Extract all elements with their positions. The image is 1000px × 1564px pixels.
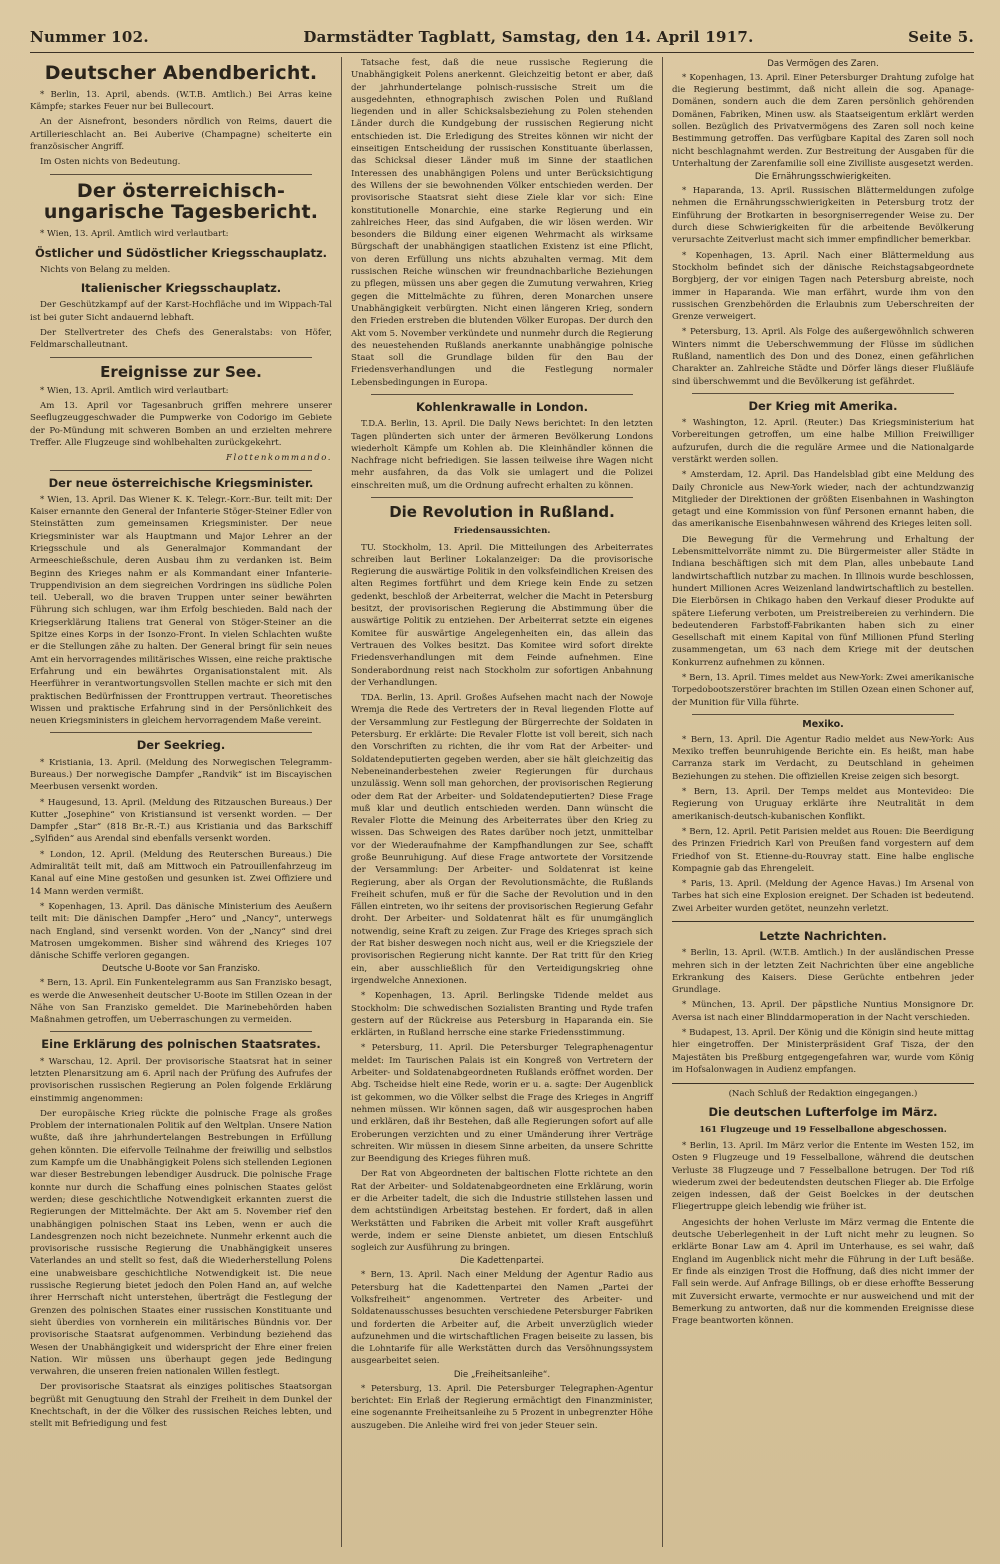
- headline-kohlenkrawalle: Kohlenkrawalle in London.: [415, 400, 589, 415]
- subhead-italienischer: Italienischer Kriegsschauplatz.: [80, 281, 282, 296]
- subhead-friedensaussichten: Friedensaussichten.: [453, 526, 551, 537]
- divider: [50, 174, 312, 175]
- article-paragraph: * Kopenhagen, 13. April. Das dänische Ministerium des Aeußern teilt mit: Die dänischen Dampfer „Hero“ und „Nancy“, unterwegs nach England, sind versenkt worden. Von der „Nancy“ sind drei Matrosen umgekommen. Bisher sind während des Krieges 107 dänische Schiffe verloren gegangen.: [30, 901, 332, 962]
- article-paragraph: Der Stellvertreter des Chefs des Generalstabs: von Höfer, Feldmarschalleutnant.: [30, 327, 332, 351]
- article-paragraph: Angesichts der hohen Verluste im März vermag die Entente die deutsche Ueberlegenheit in der Luft nicht mehr zu leugnen. So erklärte Bonar Law am 4. April im Unterhause, es sei wahr, daß England im Augenblick nicht mehr die Führung in der Luft besäße. Er finde als einzigen Trost die Hoffnung, daß dies nicht immer der Fall sein werde. Auf Anfrage Billings, ob er diese erhoffte Besserung mit Zuversicht erwarte, vermochte er nur ausweichend und mit der Bemerkung zu antworten, daß nur die kommenden Ereignisse diese Frage beantworten können.: [672, 1217, 974, 1327]
- article-paragraph: * Petersburg, 11. April. Die Petersburger Telegraphenagentur meldet: Im Taurischen Palais ist ein Kongreß von Vertretern der Arbeiter- und Soldatenabgeordneten Rußlands eröffnet worden. Der Abg. Tscheidse hielt eine Rede, worin er u. a. sagte: Der Augenblick ist gekommen, wo die Völker selbst die Frage des Krieges in Angriff nehmen müssen. Wir können sagen, daß wir ausgesprochen haben und erklären, daß ihr Bestehen, daß alle Regierungen sofort auf alle Eroberungen verzichten und zu einer Umänderung ihrer Verträge schreiten. Wir müssen in diesem Sinne arbeiten, da unsere Schritte zur Beendigung des Krieges führen muß.: [351, 1043, 653, 1165]
- article-paragraph: Der europäische Krieg rückte die polnische Frage als großes Problem der internationalen Politik auf den Weltplan. Unsere Nation wußte, daß ihre jahrhundertelangen Bestrebungen in Erfüllung gehen könnten. Die eifervolle Teilnahme der freiwillig und selbstlos zum Kampfe um die Unabhängigkeit Polens sich stellenden Legionen war dieser Bestrebungen lebendiger Ausdruck. Die polnische Frage konnte nur durch die Schaffung eines polnischen Staates gelöst werden; diese geschichtliche Notwendigkeit erkannten zuerst die Regierungen der Mittelmächte. Der Akt am 5. November rief den unabhängigen polnischen Staat ins Leben, wenn er auch die Landesgrenzen noch nicht bezeichnete. Nunmehr erkennt auch die provisorische russische Regierung die Unabhängigkeit unseres Vaterlandes an und stellt so fest, daß die Wiederherstellung Polens eine unabweisbare geschichtliche Notwendigkeit ist. Die neue russische Regierung bietet jedoch den Polen Hand an, auf welche ihrer Herrschaft nicht unterstehen, überträgt die Festlegung der Grenzen des polnischen Staates einer russischen Konstituante und sieht überdies von vornherein ein militärisches Bündnis vor. Der provisorische Staatsrat aufgenommen. Verbindung beziehend das Wesen der Unabhängigkeit und widerspricht der Ehre einer freien Nation. Wir müssen uns überhaupt gegen jede Bedingung verwahren, die unseren freien nationalen Willen festlegt.: [30, 1108, 332, 1378]
- letzte-nachrichten-box: [672, 921, 974, 1084]
- divider: [371, 394, 633, 395]
- article-paragraph: * Petersburg, 13. April. Als Folge des außergewöhnlich schweren Winters nimmt die Ueberschwemmung der Flüsse im südlichen Rußland, namentlich des Don und des Donez, einen gefährlichen Charakter an. Zahlreiche Städte und Dörfer längs dieser Flußläufe sind überschwemmt und die Bevölkerung ist gefährdet.: [672, 327, 974, 387]
- divider: [692, 393, 954, 394]
- divider: [50, 470, 312, 471]
- article-paragraph: * Berlin, 13. April. Im März verlor die Entente im Westen 152, im Osten 9 Flugzeuge und 19 Fesselballone, während die deutschen Verluste 38 Flugzeuge und 7 Fesselballone betrugen. Der Tod riß wiederum zwei der bedeutendsten deutschen Flieger ab. Die Erfolge zeigen indessen, daß der Geist Boelckes in der deutschen Fliegertruppe gleich lebendig wie früher ist.: [672, 1141, 974, 1213]
- article-paragraph: * Amsterdam, 12. April. Das Handelsblad gibt eine Meldung des Daily Chronicle aus New-York wieder, nach der achtundzwanzig Mitglieder der Direktionen der größten Eisenbahnen in Washington getagt und eine Kommission von fünf Personen ernannt haben, die das amerikanische Eisenbahnwesen während des Krieges leiten soll.: [672, 470, 974, 530]
- article-paragraph: * Budapest, 13. April. Der König und die Königin sind heute mittag hier eingetroffen. Der Ministerpräsident Graf Tisza, der den Majestäten bis Preßburg entgegengefahren war, wurde vom König im Hofsalonwagen in Audienz empfangen.: [672, 1028, 974, 1075]
- article-paragraph: An der Aisnefront, besonders nördlich von Reims, dauert die Artillerieschlacht an. Bei Auberive (Champagne) scheiterte ein französischer Angriff.: [30, 117, 332, 153]
- article-paragraph: Tatsache fest, daß die neue russische Regierung die Unabhängigkeit Polens anerkennt. Gleichzeitig betont er aber, daß der jahrhundertelange polnisch-russische Streit um die ausgedehnten, ethnographisch zwischen Polen und Rußland liegenden und in aller Schicksalsbeziehung zu Polen stehenden Länder durch die Kundgebung der russischen Regierung nicht entschieden ist. Die Erledigung des Streites können wir nicht der einseitigen Entscheidung der russischen Konstituante überlassen, das Schicksal dieser Länder muß im Sinne der staatlichen Interessen des unabhängigen Polens und unter Berücksichtigung des Willens der sie bewohnenden Völker entschieden werden. Der provisorische Staatsrat sieht diese Ziele klar vor sich: Eine konstitutionelle Monarchie, eine starke Regierung und ein zahlreiches Heer, das sind Aufgaben, die wir lösen werden. Wir besonders die Bildung einer eigenen Wehrmacht als wirksame Bürgschaft der unabhängigen staatlichen Existenz ist eine Pflicht, von deren Erfüllung uns nichts abzuhalten vermag. Mit dem russischen Reiche wünschen wir freundnachbarliche Beziehungen zu pflegen, müssen uns aber gegen die Zumutung verwahren, Krieg gegen die Mittelmächte zu führen, deren Monarchen unsere Unabhängigkeit verbürgten. Nicht einen längeren Krieg, sondern den Frieden erstreben die blutenden Völker Europas. Der durch den Akt vom 5. November verkündete und nunmehr durch die Regierung des neuestehenden Rußlands anerkannte unabhängige polnische Staat soll die Grundlage bilden für den Bau der Friedensverhandlungen und die Festlegung normaler Lebensbedingungen in Europa.: [351, 58, 653, 388]
- article-paragraph: * Haparanda, 13. April. Russischen Blättermeldungen zufolge nehmen die Ernährungsschwierigkeiten in Petersburg trotz der Einführung der Brotkarten in besorgniserregender Weise zu. Der durch diese Schwierigkeiten für die arbeitende Bevölkerung verursachte Zeitverlust macht sich immer empfindlicher bemerkbar.: [672, 186, 974, 246]
- article-paragraph: Nichts von Belang zu melden.: [40, 264, 171, 275]
- headline-abendbericht: Deutscher Abendbericht.: [44, 62, 318, 84]
- article-paragraph: * Berlin, 13. April. (W.T.B. Amtlich.) In der ausländischen Presse mehren sich in der letzten Zeit Nachrichten über eine angebliche Erkrankung des Kaisers. Diese Gerüchte entbehren jeder Grundlage.: [672, 948, 974, 996]
- subhead-u-boote: Deutsche U-Boote vor San Franzisko.: [101, 964, 261, 975]
- article-paragraph: Der Geschützkampf auf der Karst-Hochfläche und im Wippach-Tal ist bei guter Sicht andauernd lebhaft.: [30, 300, 332, 323]
- newspaper-title-date: Darmstädter Tagblatt, Samstag, den 14. April 1917.: [303, 28, 754, 46]
- article-paragraph: * Bern, 13. April. Times meldet aus New-York: Zwei amerikanische Torpedobootszerstörer brachten im Stillen Ozean einen Schoner auf, der Munition für Villa führte.: [672, 673, 974, 708]
- subhead-ernaehrung: Die Ernährungsschwierigkeiten.: [754, 172, 892, 183]
- column-2: [341, 57, 662, 1547]
- divider: [50, 1031, 312, 1032]
- subhead-freiheitsanleihe: Die „Freiheitsanleihe“.: [453, 1369, 551, 1380]
- signature: Flottenkommando.: [225, 453, 332, 464]
- article-paragraph: Der Rat von Abgeordneten der baltischen Flotte richtete an den Rat der Arbeiter- und Soldatenabgeordneten eine Erklärung, worin er die Arbeiter tadelt, die sich die Industrie stillstehen lassen und dem achtstündigen Arbeitstag bestehen. Er fordert, daß in allen Werkstätten und Fabriken die Arbeit mit voller Kraft ausgeführt werde, indem er seine Dienste anbietet, um diesen Entschluß sogleich zur Ausführung zu bringen.: [351, 1169, 653, 1254]
- headline-ereignisse-see: Ereignisse zur See.: [100, 362, 262, 381]
- article-paragraph: * London, 12. April. (Meldung des Reuterschen Bureaus.) Die Admiralität teilt mit, daß am Mittwoch ein Patrouillenfahrzeug im Kanal auf eine Mine gestoßen und gesunken ist. Zwei Offiziere und 14 Mann werden vermißt.: [30, 849, 332, 897]
- article-paragraph: * Bern, 13. April. Der Temps meldet aus Montevideo: Die Regierung von Uruguay erklärte ihre Neutralität in dem amerikanisch-deutsch-kubanischen Konflikt.: [672, 787, 974, 822]
- headline-letzte-nachrichten: Letzte Nachrichten.: [759, 929, 887, 943]
- article-paragraph: * Bern, 13. April. Ein Funkentelegramm aus San Franzisko besagt, es werde die Anwesenheit deutscher U-Boote im Stillen Ozean in der Nähe von San Franzisko gemeldet. Die Marinebehörden haben Maßnahmen getroffen, um Ueberraschungen zu vermeiden.: [30, 978, 332, 1026]
- article-paragraph: * Haugesund, 13. April. (Meldung des Ritzauschen Bureaus.) Der Kutter „Josephine“ von Kristiansund ist versenkt worden. — Der Dampfer „Star“ (818 Br.-R.-T.) aus Kristiania und das Barkschiff „Sylfiden“ aus Arendal sind ebenfalls versenkt worden.: [30, 797, 332, 845]
- column-3: [662, 57, 974, 1547]
- subhead-ostlicher: Östlicher und Südöstlicher Kriegsschauplatz.: [34, 245, 328, 260]
- page-number: Seite 5.: [908, 28, 974, 46]
- headline-tagesbericht: Der österreichisch-ungarische Tagesbericht.: [43, 179, 319, 224]
- subhead-vermoegen-zaren: Das Vermögen des Zaren.: [767, 59, 879, 69]
- subhead-kadettenpartei: Die Kadettenpartei.: [459, 1256, 545, 1267]
- headline-staatsrat: Eine Erklärung des polnischen Staatsrates.: [41, 1037, 321, 1052]
- issue-number: Nummer 102.: [30, 28, 149, 46]
- article-paragraph: * Bern, 12. April. Petit Parisien meldet aus Rouen: Die Beerdigung des Prinzen Friedrich Karl von Preußen fand vorgestern auf dem Friedhof von St. Etienne-du-Rouvray statt. Eine halbe englische Kompagnie gab das Ehrengeleit.: [672, 826, 974, 874]
- masthead: [30, 28, 974, 53]
- headline-krieg-amerika: Der Krieg mit Amerika.: [748, 398, 898, 413]
- article-paragraph: * Wien, 13. April. Amtlich wird verlautbart:: [40, 385, 229, 396]
- article-paragraph: * Petersburg, 13. April. Die Petersburger Telegraphen-Agentur berichtet: Ein Erlaß der Regierung ermächtigt den Finanzminister, eine sogenannte Freiheitsanleihe zu 5 Prozent in unbegrenzter Höhe auszugeben. Die Anleihe wird frei von jeder Steuer sein.: [351, 1383, 653, 1431]
- article-paragraph: * Bern, 13. April. Die Agentur Radio meldet aus New-York: Aus Mexiko treffen beunruhigende Berichte ein. Es heißt, man habe Carranza stark im Verdacht, zu Deutschland in geheimen Beziehungen zu stehen. Die offiziellen Kreise zeigen sich besorgt.: [672, 734, 974, 782]
- article-paragraph: TDA. Berlin, 13. April. Großes Aufsehen macht nach der Nowoje Wremja die Rede des Vertreters der in Reval liegenden Flotte auf der Versammlung zur Festlegung der Bürgerrechte der Soldaten in Petersburg. Er erklärte: Die Revaler Flotte ist voll bereit, sich nach den Vorschriften zu richten, die ihr vom Rat der Arbeiter- und Soldatendeputierten gegeben werden, aber sie hält gleichzeitig das Nebeneinanderbestehen zweier Regierungen für durchaus unzulässig. Wenn soll man gehorchen, der provisorischen Regierung oder dem Rat der Arbeiter- und Soldatendeputierten? Diese Frage muß klar und deutlich entschieden werden. Dann wünscht die Revaler Flotte die Meinung des Arbeiterrates über den Krieg zu wissen. Das Schweigen des Rates darüber noch jetzt, unmittelbar vor der Wiederaufnahme der Kampfhandlungen zur See, schafft große Beunruhigung. Auf diese Frage antwortete der Vorsitzende der Versammlung: Der Arbeiter- und Soldatenrat ist keine Regierung, aber als Organ der Revolutionsmächte, die Rußlands Freiheit schufen, muß er für die Sache der Revolution und in den Fällen eintreten, wo ihr seitens der provisorischen Regierung Gefahr droht. Der Arbeiter- und Soldatenrat hält es für unumgänglich notwendig, seine Kraft zu zeigen. Zur Frage des Krieges sprach sich der Rat bisher deswegen noch nicht aus, weil er die Kriegsziele der provisorischen Regierung nicht kannte. Der Rat tritt für den Krieg ein, aber ausschließlich für den Verteidigungskrieg ohne irgendwelche Annexionen.: [351, 693, 653, 986]
- column-1: [30, 57, 341, 1547]
- headline-seekrieg: Der Seekrieg.: [136, 738, 226, 753]
- article-paragraph: Der provisorische Staatsrat als einziges politisches Staatsorgan begrüßt mit Genugtuung den Strahl der Freiheit in dem Dunkel der Knechtschaft, in der die Völker des russischen Reiches lebten, und stellt mit Befriedigung und fest: [30, 1382, 332, 1430]
- divider: [371, 497, 633, 498]
- article-paragraph: * Kopenhagen, 13. April. Berlingske Tidende meldet aus Stockholm: Die schwedischen Sozialisten Branting und Ryde trafen gestern auf der Rückreise aus Petersburg in Haparanda ein. Sie erklärten, in Rußland herrsche eine starke Friedensstimmung.: [351, 991, 653, 1039]
- article-paragraph: * München, 13. April. Der päpstliche Nuntius Monsignore Dr. Aversa ist nach einer Blinddarmoperation in der Nacht verschieden.: [672, 1000, 974, 1023]
- article-paragraph: * Warschau, 12. April. Der provisorische Staatsrat hat in seiner letzten Plenarsitzung am 6. April nach der Prüfung des Aufrufes der provisorischen russischen Regierung an Polen folgende Erklärung einstimmig angenommen:: [30, 1056, 332, 1104]
- subhead-flugzeuge: 161 Flugzeuge und 19 Fesselballone abgeschossen.: [699, 1124, 947, 1135]
- headline-lufterfolge: Die deutschen Lufterfolge im März.: [708, 1105, 938, 1120]
- article-paragraph: TU. Stockholm, 13. April. Die Mitteilungen des Arbeiterrates schreiben laut Berliner Lokalanzeiger: Da die provisorische Regierung die auswärtige Politik in den volksfeindlichen Kreisen des alten Regimes fortführt und dem Kriege kein Ende zu setzen gedenkt, beschloß der Arbeiterrat, welcher die Macht in Petersburg besitzt, der provisorischen Regierung die Abstimmung über die auswärtige Politik zu entziehen. Der Arbeiterrat setzte ein eigenes Komitee für auswärtige Angelegenheiten ein, das allein das Vertrauen des Volkes besitzt. Das Komitee wird sofort direkte Friedensverhandlungen mit dem Feinde aufnehmen. Eine Sonderabordnung reist nach Stockholm zur sofortigen Anbahnung der Verhandlungen.: [351, 542, 653, 688]
- divider: [692, 714, 954, 715]
- article-paragraph: Im Osten nichts von Bedeutung.: [40, 157, 181, 168]
- article-paragraph: * Washington, 12. April. (Reuter.) Das Kriegsministerium hat Vorbereitungen getroffen, um eine halbe Million Freiwilliger aufzurufen, durch die die reguläre Armee und die Nationalgarde verstärkt werden sollen.: [672, 418, 974, 465]
- headline-kriegsminister: Der neue österreichische Kriegsminister.: [48, 475, 314, 490]
- article-paragraph: * Wien, 13. April. Das Wiener K. K. Telegr.-Korr.-Bur. teilt mit: Der Kaiser ernannte den General der Infanterie Stöger-Steiner Edler von Steinstätten zum gemeinsamen Kriegsminister. Der neue Kriegsminister war als Hauptmann und Major Lehrer an der Kriegsschule und als Generalmajor Kommandant der Armeeschießschule, deren Ausbau ihm zu verdanken ist. Beim Beginn des Krieges nahm er als Kommandant einer Infanterie-Truppendivision an dem siegreichen Vordringen ins südliche Polen teil. Ueberall, wo die braven Truppen unter seiner bewährten Führung sich schlugen, war ihm Erfolg beschieden. Bald nach der Kriegserklärung Italiens trat General von Stöger-Steiner an die Spitze eines Korps in der Isonzo-Front. In vielen Schlachten wußte er die Stellungen zähe zu halten. Der General bringt für sein neues Amt ein hervorragendes militärisches Wissen, eine reiche praktische Erfahrung und ein bewährtes Organisationstalent mit. Als Heerführer in verantwortungsvollen Stellen machte er sich mit den praktischen Bedürfnissen der Fronttruppen vertraut. Theoretisches Wissen und praktische Erfahrung sind in der Persönlichkeit des neuen Kriegsministers in gleichem hervorragendem Maße vereint.: [30, 494, 332, 727]
- headline-revolution: Die Revolution in Rußland.: [389, 503, 615, 522]
- article-paragraph: * Kristiania, 13. April. (Meldung des Norwegischen Telegramm-Bureaus.) Der norwegische Dampfer „Randvik“ ist im Biscayischen Meerbusen versenkt worden.: [30, 757, 332, 793]
- article-paragraph: T.D.A. Berlin, 13. April. Die Daily News berichtet: In den letzten Tagen plünderten sich unter der ärmeren Bevölkerung Londons wiederholt Kämpfe um Kohlen ab. Die Kleinhändler können die Nachfrage nicht befriedigen. Sie lassen teilweise ihre Wagen nicht mehr ausfahren, da das Volk sie umlagert und die Polizei einschreiten muß, um die Ordnung aufrecht erhalten zu können.: [351, 419, 653, 491]
- late-news-note: (Nach Schluß der Redaktion eingegangen.): [728, 1089, 918, 1100]
- article-paragraph: * Bern, 13. April. Nach einer Meldung der Agentur Radio aus Petersburg hat die Kadettenpartei den Namen „Partei der Volksfreiheit“ angenommen. Vertreter des Arbeiter- und Soldatenausschusses besuchten verschiedene Petersburger Fabriken und forderten die Arbeiter auf, die Arbeit unverzüglich wieder aufzunehmen und die wirtschaftlichen Fragen beiseite zu lassen, bis die Lohntarife für alle Werkstätten durch das Versöhnungssystem ausgearbeitet seien.: [351, 1270, 653, 1367]
- divider: [50, 732, 312, 733]
- article-paragraph: * Wien, 13. April. Amtlich wird verlautbart:: [40, 229, 229, 240]
- article-paragraph: Die Bewegung für die Vermehrung und Erhaltung der Lebensmittelvorräte nimmt zu. Die Bürgermeister aller Städte in Indiana beschäftigen sich mit dem Plan, alles unbebaute Land landwirtschaftlich nutzbar zu machen. In Illinois wurde beschlossen, hundert Millionen Acres Weizenland landwirtschaftlich zu bestellen. Die Eierbörsen in Chikago haben den Verkauf dieser Produkte auf spätere Lieferung verboten, um Preistreibereien zu verhindern. Die bedeutenderen Farbstoff-Fabrikanten haben sich zu einer Gesellschaft mit einem Kapital von fünf Millionen Pfund Sterling zusammengetan, um 63 nach dem Kriege mit der deutschen Konkurrenz aufnehmen zu können.: [672, 534, 974, 668]
- article-paragraph: Am 13. April vor Tagesanbruch griffen mehrere unserer Seeflugzeuggeschwader die Pumpwerke von Codorigo im Gebiete der Po-Mündung mit schweren Bomben an und erzielten mehrere Treffer. Alle Flugzeuge sind wohlbehalten zurückgekehrt.: [30, 401, 332, 448]
- article-paragraph: * Kopenhagen, 13. April. Einer Petersburger Drahtung zufolge hat die Regierung bestimmt, daß nicht allein die sog. Apanage-Domänen, sondern auch die dem Zaren persönlich gehörenden Domänen, Fabriken, Minen usw. als Staatseigentum erklärt werden sollen. Bezüglich des Privatvermögens des Zaren soll noch keine Bestimmung getroffen. Das verfügbare Kapital des Zaren soll noch nicht beschlagnahmt werden. Zur Bestreitung der Ausgaben für die Unterhaltung der Zarenfamilie soll eine Zivilliste ausgesetzt werden.: [672, 72, 974, 169]
- divider: [50, 357, 312, 358]
- article-paragraph: * Berlin, 13. April, abends. (W.T.B. Amtlich.) Bei Arras keine Kämpfe; starkes Feuer nur bei Bullecourt.: [30, 89, 332, 113]
- article-paragraph: * Kopenhagen, 13. April. Nach einer Blättermeldung aus Stockholm befindet sich der dänische Reichstagsabgeordnete Borgbjerg, der vor einigen Tagen nach Petersburg abreiste, noch immer in Haparanda. Wie man erfährt, wurde ihm von den russischen Grenzbehörden die Erlaubnis zum Ueberschreiten der Grenze verweigert.: [672, 250, 974, 323]
- article-paragraph: * Paris, 13. April. (Meldung der Agence Havas.) Im Arsenal von Tarbes hat sich eine Explosion ereignet. Der Schaden ist bedeutend. Zwei Arbeiter wurden getötet, neunzehn verletzt.: [672, 879, 974, 914]
- headline-mexiko: Mexiko.: [802, 718, 844, 730]
